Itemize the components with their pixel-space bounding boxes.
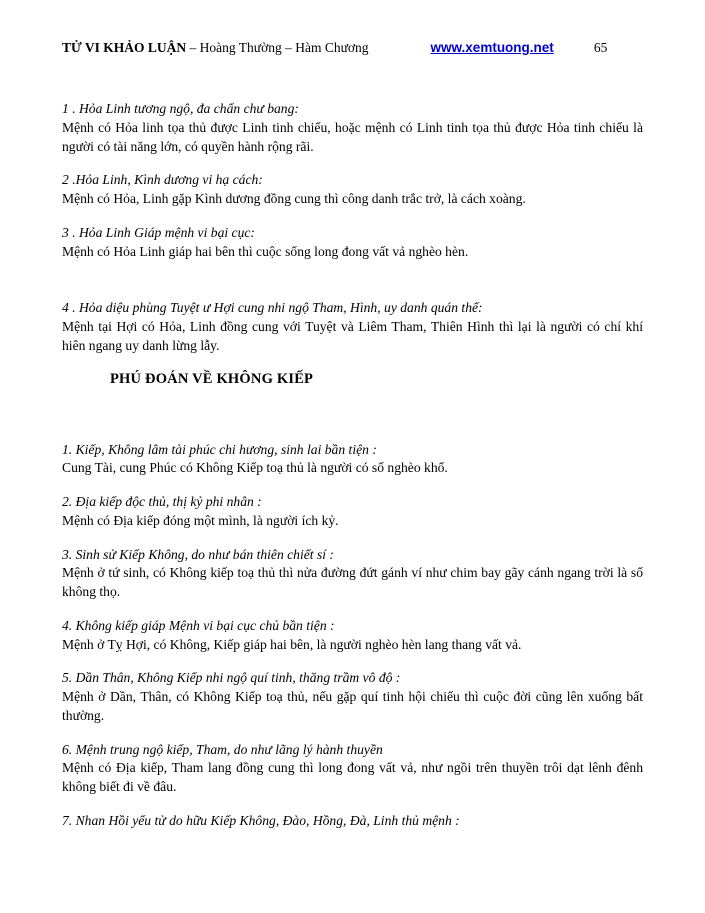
phu-doan-item-5-text: Mệnh ở Dần, Thân, có Không Kiếp toạ thủ, nếu gặp quí tinh hội chiếu thì cuộc đời cũng lên xuống bất thường. [62,689,643,723]
item-4-text: Mệnh tại Hợi có Hỏa, Linh đồng cung với Tuyệt và Liêm Tham, Thiên Hình thì lại là người có chí khí hiên ngang uy danh lừng lẫy. [62,319,643,353]
phu-doan-item-7-heading: 7. Nhan Hồi yểu tử do hữu Kiếp Không, Đào, Hồng, Đà, Linh thủ mệnh : [62,812,460,828]
header-title-main: TỬ VI KHẢO LUẬN [62,40,187,55]
spacer [62,726,643,741]
header-title-authors: – Hoàng Thường – Hàm Chương [186,40,369,55]
spacer [62,356,643,371]
phu-doan-item-4-heading: 4. Không kiếp giáp Mệnh vi bại cục chủ bần tiện : [62,617,335,633]
phu-doan-item-5-heading: 5. Dần Thân, Không Kiếp nhi ngộ quí tinh, thăng trầm vô độ : [62,670,401,686]
spacer [62,156,643,171]
page-number: 65 [593,40,608,55]
item-2-heading: 2 .Hỏa Linh, Kình dương vi hạ cách: [62,172,263,188]
spacer [62,388,643,426]
spacer [62,531,643,546]
item-1-text: Mệnh có Hỏa linh tọa thủ được Linh tinh chiếu, hoặc mệnh có Linh tinh tọa thủ được Hỏa tinh chiếu là người có tài năng lớn, có quyền hành rộng rãi. [62,119,643,154]
spacer [62,209,643,224]
spacer [62,426,643,441]
item-3-text: Mệnh có Hỏa Linh giáp hai bên thì cuộc sống long đong vất vả nghèo hèn. [62,243,469,259]
phu-doan-item-2-heading: 2. Địa kiếp độc thủ, thị kỷ phi nhân : [62,494,262,509]
item-4-heading: 4 . Hỏa diệu phùng Tuyệt ư Hợi cung nhi ngộ Tham, Hình, uy danh quán thế: [62,300,483,316]
spacer [62,654,643,669]
spacer [62,478,643,493]
phu-doan-item-1-heading: 1. Kiếp, Không lâm tài phúc chi hương, sinh lai bần tiện : [62,441,377,457]
item-1-heading: 1 . Hỏa Linh tương ngộ, đa chấn chư bang: [62,101,299,116]
phu-doan-item-3-heading: 3. Sinh sử Kiếp Không, do như bán thiên chiết sí : [62,546,334,562]
phu-doan-item-6-heading: 6. Mệnh trung ngộ kiếp, Tham, do như lãng lý hành thuyền [62,741,383,757]
phu-doan-item-2-text: Mệnh có Địa kiếp đóng một mình, là người ích kỷ. [62,512,339,528]
phu-doan-item-1-text: Cung Tài, cung Phúc có Không Kiếp toạ thủ là người có số nghèo khổ. [62,460,448,476]
header-title [62,40,369,56]
item-3-heading: 3 . Hỏa Linh Giáp mệnh vi bại cục: [62,224,255,240]
item-2-text: Mệnh có Hỏa, Linh gặp Kình dương đồng cung thì công danh trắc trở, là cách xoàng. [62,191,526,206]
header-website-link[interactable]: www.xemtuong.net [430,40,554,55]
page-header [62,40,643,56]
phu-doan-item-4-text: Mệnh ở Tỵ Hợi, có Không, Kiếp giáp hai bên, là người nghèo hèn lang thang vất vả. [62,636,522,652]
section-title: PHÚ ĐOÁN VỀ KHÔNG KIẾP [110,370,314,387]
phu-doan-item-6-text: Mệnh có Địa kiếp, Tham lang đồng cung thì long đong vất vả, như ngồi trên thuyền trôi dạt lênh đênh không biết đi về đâu. [62,760,643,794]
spacer [62,261,643,299]
phu-doan-item-3-text: Mệnh ở tứ sinh, có Không kiếp toạ thủ thì nửa đường đứt gánh ví như chim bay gãy cánh ngang trời là số không thọ. [62,565,643,599]
spacer [62,602,643,617]
spacer [62,797,643,812]
